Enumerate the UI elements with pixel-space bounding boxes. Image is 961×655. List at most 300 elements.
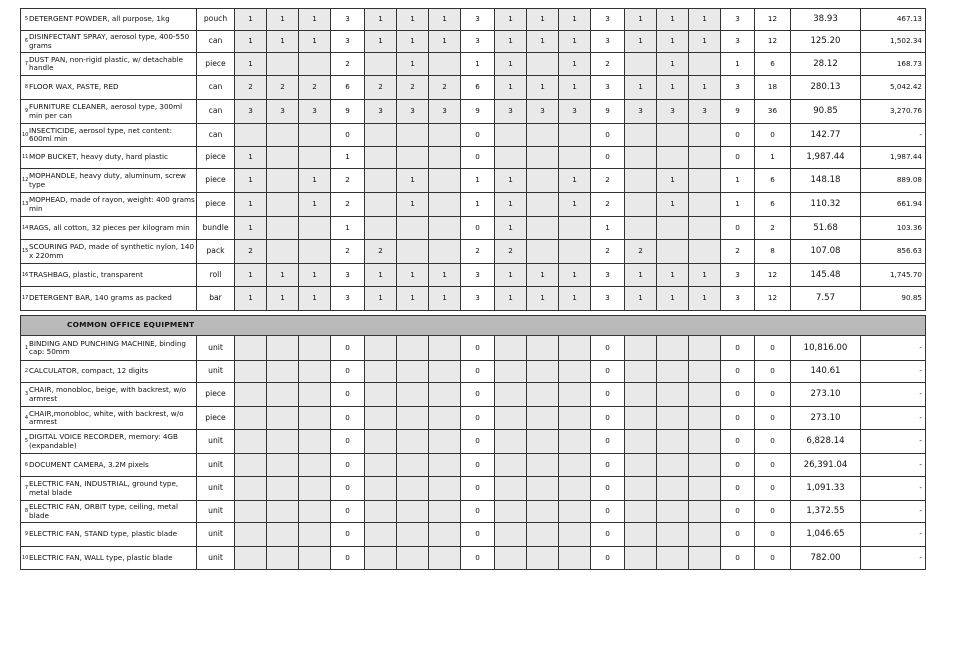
month-qty-cell bbox=[625, 430, 657, 454]
month-qty-cell bbox=[429, 430, 461, 454]
month-qty-cell: 1 bbox=[625, 76, 657, 100]
month-qty-cell bbox=[527, 147, 559, 169]
item-description: CHAIR, monobloc, beige, with backrest, w/o armrest bbox=[29, 385, 187, 403]
total-amount: - bbox=[861, 477, 926, 501]
table-row bbox=[21, 217, 926, 240]
total-quantity: 0 bbox=[755, 523, 791, 547]
item-number: 5 bbox=[24, 438, 28, 445]
total-quantity: 12 bbox=[755, 264, 791, 287]
unit-price: 1,987.44 bbox=[791, 147, 861, 169]
month-qty-cell: 1 bbox=[495, 217, 527, 240]
item-description: FLOOR WAX, PASTE, RED bbox=[29, 82, 119, 92]
quarter-total-cell: 2 bbox=[591, 240, 625, 264]
unit-of-measure: unit bbox=[197, 454, 235, 477]
month-qty-cell bbox=[689, 454, 721, 477]
item-description-cell bbox=[21, 454, 197, 477]
unit-price: 280.13 bbox=[791, 76, 861, 100]
month-qty-cell: 1 bbox=[397, 264, 429, 287]
item-number: 6 bbox=[24, 461, 28, 468]
unit-of-measure: unit bbox=[197, 336, 235, 361]
unit-price: 1,372.55 bbox=[791, 501, 861, 523]
month-qty-cell: 1 bbox=[429, 287, 461, 311]
total-quantity: 12 bbox=[755, 9, 791, 31]
month-qty-cell bbox=[527, 407, 559, 430]
quarter-total-cell: 3 bbox=[721, 31, 755, 53]
month-qty-cell bbox=[299, 383, 331, 407]
month-qty-cell: 3 bbox=[299, 100, 331, 124]
quarter-total-cell: 0 bbox=[461, 336, 495, 361]
quarter-total-cell: 0 bbox=[461, 430, 495, 454]
quarter-total-cell: 0 bbox=[721, 336, 755, 361]
month-qty-cell bbox=[689, 217, 721, 240]
month-qty-cell bbox=[365, 169, 397, 193]
month-qty-cell bbox=[495, 336, 527, 361]
item-description: RAGS, all cotton, 32 pieces per kilogram min bbox=[29, 222, 190, 232]
total-amount: - bbox=[861, 336, 926, 361]
item-description-cell bbox=[21, 287, 197, 311]
unit-of-measure: unit bbox=[197, 361, 235, 383]
unit-of-measure: pack bbox=[197, 240, 235, 264]
month-qty-cell bbox=[625, 383, 657, 407]
month-qty-cell bbox=[299, 147, 331, 169]
table-row bbox=[21, 501, 926, 523]
unit-of-measure: piece bbox=[197, 383, 235, 407]
quarter-total-cell: 1 bbox=[331, 217, 365, 240]
unit-price: 28.12 bbox=[791, 53, 861, 76]
month-qty-cell: 3 bbox=[267, 100, 299, 124]
total-amount: - bbox=[861, 501, 926, 523]
item-number: 5 bbox=[24, 16, 28, 23]
month-qty-cell bbox=[527, 240, 559, 264]
item-description: ELECTRIC FAN, ORBIT type, ceiling, metal blade bbox=[29, 502, 178, 520]
quarter-total-cell: 0 bbox=[721, 430, 755, 454]
month-qty-cell bbox=[299, 430, 331, 454]
unit-of-measure: piece bbox=[197, 169, 235, 193]
month-qty-cell: 1 bbox=[527, 31, 559, 53]
month-qty-cell: 3 bbox=[689, 100, 721, 124]
month-qty-cell: 3 bbox=[397, 100, 429, 124]
month-qty-cell bbox=[495, 147, 527, 169]
table-row bbox=[21, 407, 926, 430]
month-qty-cell: 1 bbox=[657, 31, 689, 53]
total-quantity: 0 bbox=[755, 361, 791, 383]
total-amount: - bbox=[861, 430, 926, 454]
month-qty-cell: 1 bbox=[235, 287, 267, 311]
month-qty-cell: 1 bbox=[397, 169, 429, 193]
month-qty-cell bbox=[527, 53, 559, 76]
month-qty-cell: 1 bbox=[495, 31, 527, 53]
month-qty-cell bbox=[689, 523, 721, 547]
month-qty-cell bbox=[267, 217, 299, 240]
quarter-total-cell: 2 bbox=[721, 240, 755, 264]
month-qty-cell bbox=[365, 477, 397, 501]
item-number: 8 bbox=[24, 508, 28, 515]
total-quantity: 0 bbox=[755, 430, 791, 454]
month-qty-cell: 1 bbox=[235, 169, 267, 193]
item-number: 7 bbox=[24, 60, 28, 67]
month-qty-cell bbox=[625, 217, 657, 240]
month-qty-cell bbox=[267, 169, 299, 193]
table-row bbox=[21, 477, 926, 501]
quarter-total-cell: 0 bbox=[721, 523, 755, 547]
item-number: 8 bbox=[24, 84, 28, 91]
total-amount: 1,502.34 bbox=[861, 31, 926, 53]
month-qty-cell: 1 bbox=[689, 31, 721, 53]
month-qty-cell bbox=[559, 124, 591, 147]
month-qty-cell: 1 bbox=[527, 76, 559, 100]
table-row bbox=[21, 193, 926, 217]
quarter-total-cell: 0 bbox=[331, 124, 365, 147]
item-description-cell bbox=[21, 100, 197, 124]
month-qty-cell: 1 bbox=[397, 53, 429, 76]
unit-of-measure: piece bbox=[197, 193, 235, 217]
month-qty-cell bbox=[625, 501, 657, 523]
month-qty-cell: 1 bbox=[625, 9, 657, 31]
quarter-total-cell: 0 bbox=[721, 124, 755, 147]
month-qty-cell bbox=[689, 193, 721, 217]
quarter-total-cell: 0 bbox=[331, 430, 365, 454]
month-qty-cell bbox=[559, 336, 591, 361]
month-qty-cell: 1 bbox=[657, 264, 689, 287]
item-description: TRASHBAG, plastic, transparent bbox=[29, 269, 143, 279]
unit-price: 140.61 bbox=[791, 361, 861, 383]
item-description: ELECTRIC FAN, WALL type, plastic blade bbox=[29, 552, 173, 562]
month-qty-cell: 1 bbox=[267, 31, 299, 53]
item-description-cell bbox=[21, 31, 197, 53]
quarter-total-cell: 3 bbox=[331, 264, 365, 287]
month-qty-cell bbox=[429, 361, 461, 383]
item-number: 10 bbox=[22, 131, 29, 138]
month-qty-cell bbox=[365, 523, 397, 547]
month-qty-cell bbox=[559, 361, 591, 383]
month-qty-cell bbox=[397, 454, 429, 477]
unit-of-measure: bundle bbox=[197, 217, 235, 240]
month-qty-cell bbox=[689, 53, 721, 76]
month-qty-cell bbox=[657, 124, 689, 147]
month-qty-cell: 2 bbox=[235, 76, 267, 100]
item-number: 1 bbox=[24, 344, 28, 351]
month-qty-cell bbox=[299, 523, 331, 547]
month-qty-cell bbox=[689, 336, 721, 361]
month-qty-cell: 3 bbox=[527, 100, 559, 124]
total-amount: - bbox=[861, 124, 926, 147]
month-qty-cell: 1 bbox=[559, 264, 591, 287]
month-qty-cell bbox=[689, 169, 721, 193]
month-qty-cell bbox=[397, 547, 429, 570]
item-description: DETERGENT BAR, 140 grams as packed bbox=[29, 293, 172, 303]
month-qty-cell bbox=[495, 407, 527, 430]
table-row bbox=[21, 53, 926, 76]
total-amount: 1,745.70 bbox=[861, 264, 926, 287]
month-qty-cell: 1 bbox=[365, 287, 397, 311]
quarter-total-cell: 0 bbox=[331, 407, 365, 430]
quarter-total-cell: 9 bbox=[721, 100, 755, 124]
month-qty-cell: 1 bbox=[267, 264, 299, 287]
total-quantity: 8 bbox=[755, 240, 791, 264]
month-qty-cell bbox=[429, 454, 461, 477]
total-amount: 5,042.42 bbox=[861, 76, 926, 100]
month-qty-cell bbox=[657, 383, 689, 407]
item-number: 10 bbox=[22, 554, 29, 561]
table-row bbox=[21, 169, 926, 193]
item-number: 11 bbox=[22, 154, 29, 161]
month-qty-cell bbox=[267, 53, 299, 76]
quarter-total-cell: 0 bbox=[461, 501, 495, 523]
janitorial-supplies-rows bbox=[21, 9, 926, 311]
month-qty-cell bbox=[495, 124, 527, 147]
month-qty-cell bbox=[429, 336, 461, 361]
quarter-total-cell: 1 bbox=[721, 53, 755, 76]
month-qty-cell: 1 bbox=[235, 31, 267, 53]
item-number: 9 bbox=[24, 108, 28, 115]
month-qty-cell bbox=[299, 407, 331, 430]
quarter-total-cell: 0 bbox=[591, 454, 625, 477]
month-qty-cell: 1 bbox=[559, 31, 591, 53]
month-qty-cell bbox=[397, 407, 429, 430]
month-qty-cell bbox=[689, 124, 721, 147]
month-qty-cell bbox=[689, 383, 721, 407]
month-qty-cell bbox=[267, 547, 299, 570]
month-qty-cell: 1 bbox=[495, 76, 527, 100]
month-qty-cell: 1 bbox=[657, 76, 689, 100]
month-qty-cell bbox=[267, 430, 299, 454]
section-divider bbox=[21, 311, 926, 336]
month-qty-cell bbox=[559, 547, 591, 570]
month-qty-cell bbox=[235, 383, 267, 407]
quarter-total-cell: 2 bbox=[461, 240, 495, 264]
quarter-total-cell: 3 bbox=[591, 264, 625, 287]
month-qty-cell: 1 bbox=[689, 264, 721, 287]
month-qty-cell bbox=[365, 547, 397, 570]
month-qty-cell: 3 bbox=[559, 100, 591, 124]
month-qty-cell bbox=[625, 547, 657, 570]
item-description: DISINFECTANT SPRAY, aerosol type, 400-550 grams bbox=[29, 32, 190, 50]
quarter-total-cell: 0 bbox=[331, 477, 365, 501]
table-row bbox=[21, 336, 926, 361]
month-qty-cell: 1 bbox=[689, 9, 721, 31]
quarter-total-cell: 1 bbox=[331, 147, 365, 169]
unit-price: 142.77 bbox=[791, 124, 861, 147]
item-description: DUST PAN, non-rigid plastic, w/ detachable handle bbox=[29, 54, 183, 72]
month-qty-cell: 1 bbox=[299, 287, 331, 311]
month-qty-cell bbox=[657, 361, 689, 383]
quarter-total-cell: 0 bbox=[721, 477, 755, 501]
month-qty-cell bbox=[657, 217, 689, 240]
total-amount: - bbox=[861, 523, 926, 547]
month-qty-cell: 3 bbox=[365, 100, 397, 124]
item-description: INSECTICIDE, aerosol type, net content: 600ml min bbox=[29, 125, 173, 143]
month-qty-cell: 1 bbox=[267, 9, 299, 31]
month-qty-cell bbox=[397, 336, 429, 361]
quarter-total-cell: 3 bbox=[461, 31, 495, 53]
quarter-total-cell: 3 bbox=[591, 76, 625, 100]
month-qty-cell: 2 bbox=[299, 76, 331, 100]
total-amount: 3,270.76 bbox=[861, 100, 926, 124]
month-qty-cell: 1 bbox=[527, 264, 559, 287]
quarter-total-cell: 0 bbox=[721, 454, 755, 477]
quarter-total-cell: 0 bbox=[591, 407, 625, 430]
item-description-cell bbox=[21, 547, 197, 570]
month-qty-cell bbox=[559, 501, 591, 523]
quarter-total-cell: 3 bbox=[721, 264, 755, 287]
month-qty-cell bbox=[689, 407, 721, 430]
month-qty-cell: 1 bbox=[559, 53, 591, 76]
table-row bbox=[21, 361, 926, 383]
month-qty-cell bbox=[299, 361, 331, 383]
month-qty-cell bbox=[657, 523, 689, 547]
month-qty-cell bbox=[559, 477, 591, 501]
item-description-cell bbox=[21, 336, 197, 361]
month-qty-cell: 1 bbox=[429, 31, 461, 53]
month-qty-cell bbox=[429, 193, 461, 217]
item-description: ELECTRIC FAN, INDUSTRIAL, ground type, metal blade bbox=[29, 479, 179, 497]
month-qty-cell bbox=[429, 124, 461, 147]
item-number: 4 bbox=[24, 414, 28, 421]
quarter-total-cell: 0 bbox=[591, 336, 625, 361]
item-description: CALCULATOR, compact, 12 digits bbox=[29, 366, 149, 376]
month-qty-cell bbox=[429, 407, 461, 430]
month-qty-cell: 3 bbox=[657, 100, 689, 124]
quarter-total-cell: 0 bbox=[591, 361, 625, 383]
month-qty-cell bbox=[267, 240, 299, 264]
table-row bbox=[21, 31, 926, 53]
month-qty-cell bbox=[657, 477, 689, 501]
month-qty-cell: 1 bbox=[689, 287, 721, 311]
table-row bbox=[21, 9, 926, 31]
total-quantity: 0 bbox=[755, 501, 791, 523]
month-qty-cell bbox=[429, 53, 461, 76]
month-qty-cell: 1 bbox=[365, 9, 397, 31]
quarter-total-cell: 0 bbox=[331, 501, 365, 523]
quarter-total-cell: 0 bbox=[591, 547, 625, 570]
month-qty-cell: 1 bbox=[397, 9, 429, 31]
quarter-total-cell: 0 bbox=[461, 147, 495, 169]
item-description: DOCUMENT CAMERA, 3.2M pixels bbox=[29, 459, 149, 469]
month-qty-cell bbox=[495, 477, 527, 501]
total-amount: 90.85 bbox=[861, 287, 926, 311]
month-qty-cell bbox=[495, 454, 527, 477]
unit-price: 7.57 bbox=[791, 287, 861, 311]
month-qty-cell: 1 bbox=[689, 76, 721, 100]
month-qty-cell bbox=[689, 501, 721, 523]
month-qty-cell bbox=[495, 501, 527, 523]
total-amount: - bbox=[861, 361, 926, 383]
table-row bbox=[21, 547, 926, 570]
item-description: FURNITURE CLEANER, aerosol type, 300ml min per can bbox=[29, 102, 183, 120]
month-qty-cell: 1 bbox=[559, 169, 591, 193]
unit-price: 110.32 bbox=[791, 193, 861, 217]
item-description: DETERGENT POWDER, all purpose, 1kg bbox=[29, 14, 170, 24]
quarter-total-cell: 0 bbox=[721, 407, 755, 430]
month-qty-cell: 1 bbox=[397, 193, 429, 217]
month-qty-cell: 1 bbox=[657, 193, 689, 217]
quarter-total-cell: 3 bbox=[591, 31, 625, 53]
month-qty-cell bbox=[559, 407, 591, 430]
month-qty-cell bbox=[559, 430, 591, 454]
month-qty-cell bbox=[397, 361, 429, 383]
total-amount: 103.36 bbox=[861, 217, 926, 240]
quarter-total-cell: 0 bbox=[331, 454, 365, 477]
month-qty-cell bbox=[235, 477, 267, 501]
month-qty-cell bbox=[625, 336, 657, 361]
item-description-cell bbox=[21, 240, 197, 264]
month-qty-cell bbox=[625, 169, 657, 193]
quarter-total-cell: 9 bbox=[461, 100, 495, 124]
unit-price: 125.20 bbox=[791, 31, 861, 53]
quarter-total-cell: 9 bbox=[331, 100, 365, 124]
month-qty-cell bbox=[527, 477, 559, 501]
quarter-total-cell: 0 bbox=[591, 477, 625, 501]
month-qty-cell bbox=[397, 477, 429, 501]
month-qty-cell bbox=[429, 383, 461, 407]
item-description-cell bbox=[21, 53, 197, 76]
month-qty-cell bbox=[689, 240, 721, 264]
unit-price: 107.08 bbox=[791, 240, 861, 264]
total-quantity: 18 bbox=[755, 76, 791, 100]
unit-of-measure: roll bbox=[197, 264, 235, 287]
month-qty-cell bbox=[495, 547, 527, 570]
section-header: COMMON OFFICE EQUIPMENT bbox=[21, 316, 926, 336]
unit-price: 90.85 bbox=[791, 100, 861, 124]
month-qty-cell: 2 bbox=[365, 76, 397, 100]
month-qty-cell bbox=[267, 193, 299, 217]
quarter-total-cell: 1 bbox=[591, 217, 625, 240]
month-qty-cell: 1 bbox=[495, 169, 527, 193]
quarter-total-cell: 0 bbox=[331, 361, 365, 383]
month-qty-cell bbox=[299, 124, 331, 147]
unit-of-measure: pouch bbox=[197, 9, 235, 31]
item-description-cell bbox=[21, 193, 197, 217]
month-qty-cell bbox=[235, 407, 267, 430]
quarter-total-cell: 0 bbox=[591, 147, 625, 169]
quarter-total-cell: 3 bbox=[461, 287, 495, 311]
month-qty-cell bbox=[657, 430, 689, 454]
month-qty-cell bbox=[527, 501, 559, 523]
item-description-cell bbox=[21, 76, 197, 100]
quarter-total-cell: 0 bbox=[591, 124, 625, 147]
total-quantity: 6 bbox=[755, 193, 791, 217]
month-qty-cell bbox=[365, 336, 397, 361]
month-qty-cell bbox=[527, 193, 559, 217]
month-qty-cell bbox=[429, 477, 461, 501]
total-amount: - bbox=[861, 454, 926, 477]
unit-of-measure: unit bbox=[197, 430, 235, 454]
quarter-total-cell: 3 bbox=[331, 31, 365, 53]
month-qty-cell bbox=[625, 193, 657, 217]
month-qty-cell bbox=[299, 477, 331, 501]
month-qty-cell: 1 bbox=[527, 287, 559, 311]
total-quantity: 0 bbox=[755, 407, 791, 430]
month-qty-cell bbox=[235, 523, 267, 547]
month-qty-cell bbox=[365, 217, 397, 240]
month-qty-cell bbox=[559, 240, 591, 264]
month-qty-cell bbox=[397, 383, 429, 407]
month-qty-cell: 1 bbox=[365, 31, 397, 53]
total-quantity: 0 bbox=[755, 477, 791, 501]
office-equipment-rows bbox=[21, 336, 926, 570]
month-qty-cell: 1 bbox=[299, 9, 331, 31]
total-amount: 889.08 bbox=[861, 169, 926, 193]
month-qty-cell bbox=[267, 477, 299, 501]
month-qty-cell bbox=[495, 361, 527, 383]
month-qty-cell: 1 bbox=[235, 53, 267, 76]
total-amount: 168.73 bbox=[861, 53, 926, 76]
quarter-total-cell: 1 bbox=[461, 169, 495, 193]
month-qty-cell: 1 bbox=[559, 9, 591, 31]
quarter-total-cell: 3 bbox=[591, 287, 625, 311]
month-qty-cell: 2 bbox=[625, 240, 657, 264]
month-qty-cell: 3 bbox=[429, 100, 461, 124]
